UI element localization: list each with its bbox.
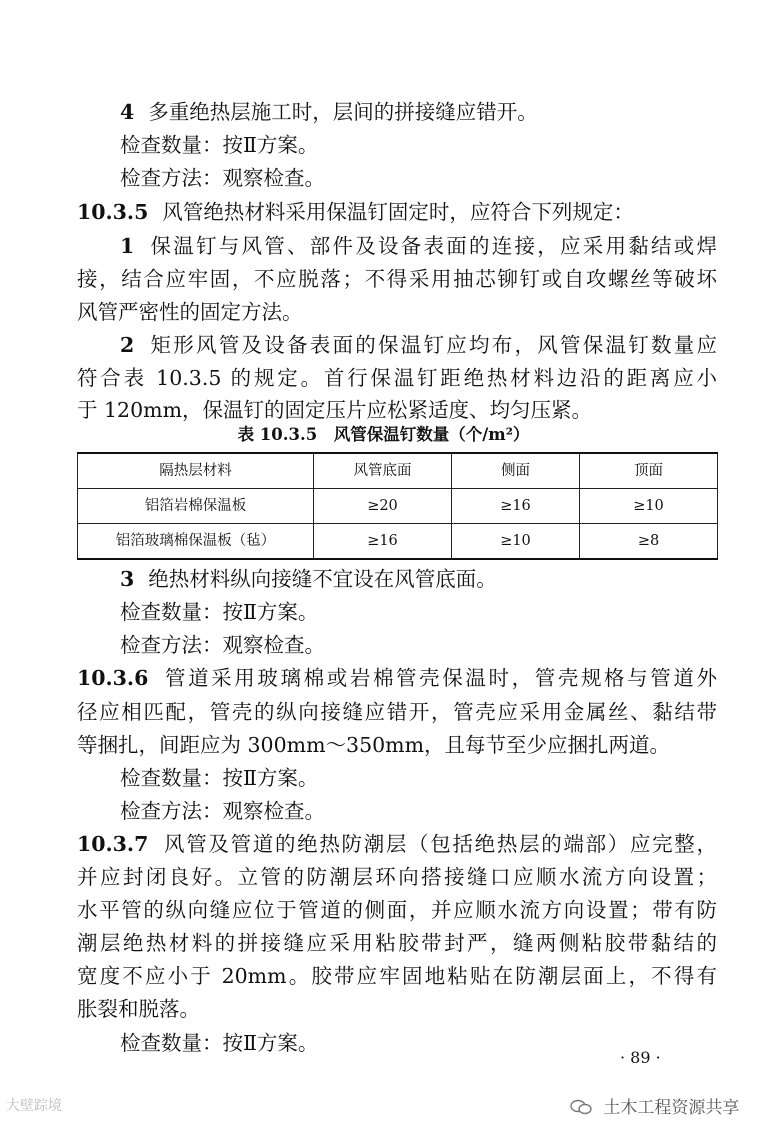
check-quantity: 检查数量：按Ⅱ方案。	[120, 1031, 319, 1055]
table-cell: 铝箔玻璃棉保温板（毡）	[78, 524, 314, 560]
table-header-cell: 顶面	[580, 453, 718, 489]
section-10-3-6-line-2: 径应相匹配，管壳的纵向接缝应错开，管壳应采用金属丝、黏结带	[77, 700, 717, 724]
wechat-icon	[570, 1098, 597, 1118]
table-row	[78, 489, 718, 524]
section-10-3-7-line-6: 胀裂和脱落。	[77, 997, 200, 1021]
item-2-line-1: 2 矩形风管及设备表面的保温钉应均布，风管保温钉数量应	[120, 333, 717, 357]
check-quantity: 检查数量：按Ⅱ方案。	[120, 600, 319, 624]
check-method: 检查方法：观察检查。	[120, 166, 325, 190]
table-caption: 表 10.3.5 风管保温钉数量（个/m²）	[237, 425, 530, 444]
check-method: 检查方法：观察检查。	[120, 633, 325, 657]
section-10-3-7: 10.3.7 风管及管道的绝热防潮层（包括绝热层的端部）应完整，	[77, 832, 717, 856]
section-10-3-7-line-5: 宽度不应小于 20mm。胶带应牢固地粘贴在防潮层面上，不得有	[77, 964, 717, 988]
insulation-pin-table	[77, 452, 718, 560]
page-number: · 89 ·	[620, 1048, 661, 1067]
item-3: 3 绝热材料纵向接缝不宜设在风管底面。	[120, 567, 497, 591]
section-10-3-7-line-2: 并应封闭良好。立管的防潮层环向搭接缝口应顺水流方向设置；	[77, 865, 717, 889]
table-header-cell: 风管底面	[314, 453, 452, 489]
item-1-line-3: 风管严密性的固定方法。	[77, 300, 303, 324]
item-2-line-3: 于 120mm，保温钉的固定压片应松紧适度、均匀压紧。	[77, 398, 593, 422]
table-cell: ≥16	[314, 524, 452, 560]
watermark-account: 土木工程资源共享	[570, 1093, 739, 1118]
check-method: 检查方法：观察检查。	[120, 799, 325, 823]
table-cell: 铝箔岩棉保温板	[78, 489, 314, 524]
table-cell: ≥10	[580, 489, 718, 524]
section-10-3-7-line-4: 潮层绝热材料的拼接缝应采用粘胶带封严，缝两侧粘胶带黏结的	[77, 931, 717, 955]
watermark-left: 大壁踪境	[6, 1098, 62, 1114]
section-10-3-6-line-3: 等捆扎，间距应为 300mm～350mm，且每节至少应捆扎两道。	[77, 733, 671, 757]
section-10-3-7-line-3: 水平管的纵向缝应位于管道的侧面，并应顺水流方向设置；带有防	[77, 898, 717, 922]
item-1-line-2: 接，结合应牢固，不应脱落；不得采用抽芯铆钉或自攻螺丝等破坏	[77, 267, 717, 291]
table-header-row	[78, 453, 718, 489]
section-10-3-5: 10.3.5 风管绝热材料采用保温钉固定时，应符合下列规定：	[77, 200, 634, 224]
table-cell: ≥10	[452, 524, 580, 560]
item-1-line-1: 1 保温钉与风管、部件及设备表面的连接，应采用黏结或焊	[120, 234, 717, 258]
item-2-line-2: 符合表 10.3.5 的规定。首行保温钉距绝热材料边沿的距离应小	[77, 366, 717, 390]
table-row	[78, 524, 718, 560]
table-header-cell: 隔热层材料	[78, 453, 314, 489]
table-cell: ≥8	[580, 524, 718, 560]
table-cell: ≥20	[314, 489, 452, 524]
section-10-3-6: 10.3.6 管道采用玻璃棉或岩棉管壳保温时，管壳规格与管道外	[77, 666, 717, 690]
check-quantity: 检查数量：按Ⅱ方案。	[120, 133, 319, 157]
table-cell: ≥16	[452, 489, 580, 524]
check-quantity: 检查数量：按Ⅱ方案。	[120, 766, 319, 790]
table-header-cell: 侧面	[452, 453, 580, 489]
item-4: 4 多重绝热层施工时，层间的拼接缝应错开。	[120, 100, 538, 124]
